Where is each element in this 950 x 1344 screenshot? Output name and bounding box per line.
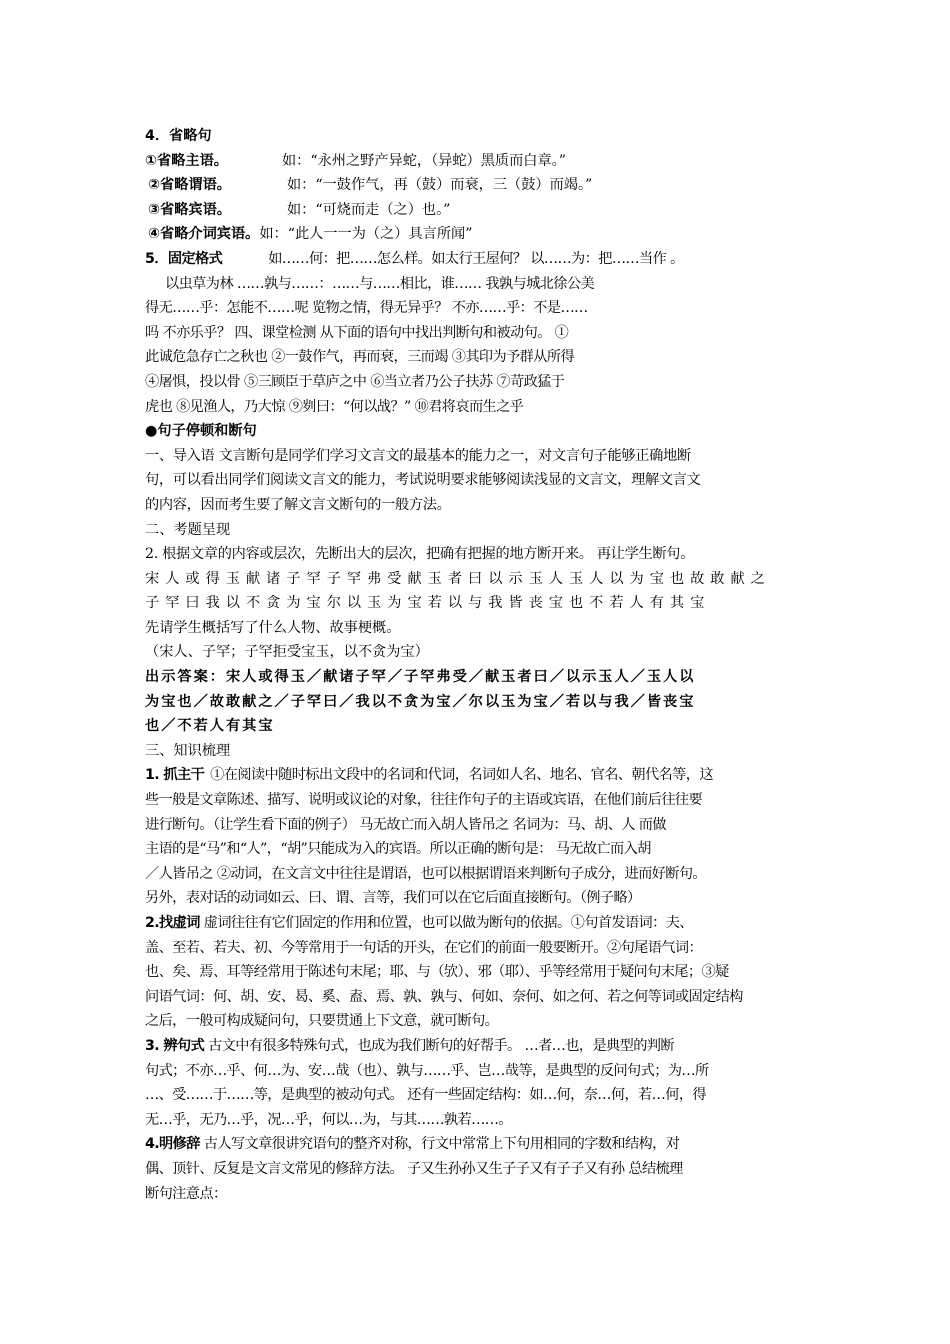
method-label: 2.找虚词 <box>145 915 200 931</box>
fixed-format-line: 以虫草为林 ……孰与……：……与……相比，谁…… 我孰与城北徐公美 <box>165 275 595 292</box>
intro-paragraph-line: 一、导入语 文言断句是同学们学习文言文的最基本的能力之一，对文言句子能够正确地断 <box>145 447 691 464</box>
document-page <box>145 124 810 1206</box>
method-text: 古人写文章很讲究语句的整齐对称，行文中常常上下句用相同的字数和结构，对 <box>199 1136 680 1153</box>
ellipsis-example: 如：“一鼓作气，再（鼓）而衰，三（鼓）而竭。” <box>286 177 593 194</box>
ellipsis-predicate-line <box>145 173 810 198</box>
fixed-format-text: 如……何：把……怎么样。如太行王屋何？ 以……为：把……当作 。 <box>268 250 684 267</box>
method-line <box>145 911 810 936</box>
method-line: 主语的是“马”和“人”，“胡”只能成为入的宾语。所以正确的断句是： 马无故亡而入胡 <box>145 841 651 858</box>
ellipsis-label: ①省略主语。 <box>145 152 228 169</box>
method-line <box>145 763 810 788</box>
part-heading: 二、考题呈现 <box>145 521 231 538</box>
intro-paragraph-line: 的内容，因而考生要了解文言文断句的一般方法。 <box>145 496 451 513</box>
ellipsis-prep-object-line <box>145 222 810 247</box>
exercise-line: 此诚危急存亡之秋也 ②一鼓作气，再而衰，三而竭 ③其印为予群从所得 <box>145 349 575 366</box>
ellipsis-label: ④省略介词宾语。 <box>148 226 260 243</box>
passage-line: 子罕曰我以不贪为宝尔以玉为宝若以与我皆丧宝也不若人有其宝 <box>145 595 711 612</box>
method-line: 无…乎，无乃…乎，况…乎，何以…为，与其……孰若……。 <box>145 1111 512 1128</box>
method-line: 断句注意点： <box>145 1185 227 1202</box>
ellipsis-label: ②省略谓语。 <box>148 177 231 194</box>
method-text: 古文中有很多特殊句式，也成为我们断句的好帮手。 …者…也，是典型的判断 <box>204 1037 674 1054</box>
summary-prompt: 先请学生概括写了什么人物、故事梗概。 <box>145 619 401 636</box>
fixed-format-line: 得无……乎：怎能不……呢 览物之情，得无异乎？ 不亦……乎：不是…… <box>145 300 588 317</box>
fixed-format-line <box>145 247 810 272</box>
method-line: 偶、顶针、反复是文言文常见的修辞方法。 子又生孙孙又生子子又有子子又有孙 总结梳理 <box>145 1160 683 1177</box>
ellipsis-example: 如：“永州之野产异蛇，（异蛇）黑质而白章。” <box>281 152 567 169</box>
method-label: 4.明修辞 <box>145 1136 200 1153</box>
method-line: 进行断句。（让学生看下面的例子） 马无故亡而入胡人皆吊之 名词为：马、胡、人 而做 <box>145 816 666 833</box>
exercise-line: 虎也 ⑧见渔人，乃大惊 ⑨刿曰：“何以战？” ⑩君将哀而生之乎 <box>145 398 524 415</box>
method-line <box>145 1034 810 1059</box>
method-line: 也、矣、焉、耳等经常用于陈述句末尾；耶、与（欤）、邪（耶）、乎等经常用于疑问句末尾；③疑 <box>145 964 729 981</box>
answer-line: 也／不若人有其宝 <box>145 718 275 735</box>
section-4-heading: 4．省略句 <box>145 128 212 144</box>
method-text: ①在阅读中随时标出文段中的名词和代词，名词如人名、地名、官名、朝代名等，这 <box>210 767 713 784</box>
method-line: 问语气词：何、胡、安、曷、奚、盍、焉、孰、孰与、何如、奈何、如之何、若之何等词或固定结构 <box>145 988 743 1005</box>
method-line: …、受……于……等，是典型的被动句式。 还有一些固定结构：如…何，奈…何，若…何，得 <box>145 1087 707 1104</box>
method-line: ／人皆吊之 ②动词，在文言文中往往是谓语，也可以根据谓语来判断句子成分，进而好断句。 <box>145 865 707 882</box>
method-text: 虚词往往有它们固定的作用和位置，也可以做为断句的依据。①句首发语词：夫、 <box>199 915 693 931</box>
exercise-line: ④屠惧，投以骨 ⑤三顾臣于草庐之中 ⑥当立者乃公子扶苏 ⑦苛政猛于 <box>145 373 565 390</box>
method-line: 之后，一般可构成疑问句，只要贯通上下文意，就可断句。 <box>145 1013 499 1030</box>
intro-paragraph-line: 句，可以看出同学们阅读文言文的能力，考试说明要求能够阅读浅显的文言文，理解文言文 <box>145 472 701 489</box>
section-heading: ●句子停顿和断句 <box>145 423 257 440</box>
passage-line: 宋人或得玉献诸子罕子罕弗受献玉者曰以示玉人玉人以为宝也故敢献之 <box>145 570 771 587</box>
ellipsis-subject-line <box>145 149 810 174</box>
method-line: 盖、至若、若夫、初、今等常用于一句话的开头，在它们的前面一般要断开。②句尾语气词： <box>145 939 703 956</box>
question-line: 2. 根据文章的内容或层次，先断出大的层次，把确有把握的地方断开来。 再让学生断句。 <box>145 546 695 563</box>
ellipsis-example: 如：“此人一一为（之）具言所闻” <box>259 226 473 243</box>
method-label: 1. 抓主干 <box>145 767 205 784</box>
method-line: 另外，表对话的动词如云、曰、谓、言等，我们可以在它后面直接断句。（例子略） <box>145 890 641 907</box>
ellipsis-object-line <box>145 198 810 223</box>
method-line: 句式；不亦…乎、何…为、安…哉（也）、孰与……乎、岂…哉等，是典型的反问句式；为…所 <box>145 1062 709 1079</box>
part-heading: 三、知识梳理 <box>145 742 231 759</box>
ellipsis-example: 如：“可烧而走（之）也。” <box>286 201 451 218</box>
method-line <box>145 1132 810 1157</box>
answer-line: 为宝也／故敢献之／子罕曰／我以不贪为宝／尔以玉为宝／若以与我／皆丧宝 <box>145 693 696 710</box>
section-5-heading: 5．固定格式 <box>145 250 223 267</box>
method-line: 些一般是文章陈述、描写、说明或议论的对象，往往作句子的主语或宾语，在他们前后往往要 <box>145 792 703 809</box>
fixed-format-line: 吗 不亦乐乎？ 四、课堂检测 从下面的语句中找出判断句和被动句。 ① <box>145 324 569 341</box>
method-label: 3. 辨句式 <box>145 1037 205 1054</box>
answer-line: 出示答案：宋人或得玉／献诸子罕／子罕弗受／献玉者曰／以示玉人／玉人以 <box>145 669 696 686</box>
ellipsis-label: ③省略宾语。 <box>148 201 231 218</box>
summary-answer: （宋人、子罕；子罕拒受宝玉，以不贪为宝） <box>145 644 429 661</box>
